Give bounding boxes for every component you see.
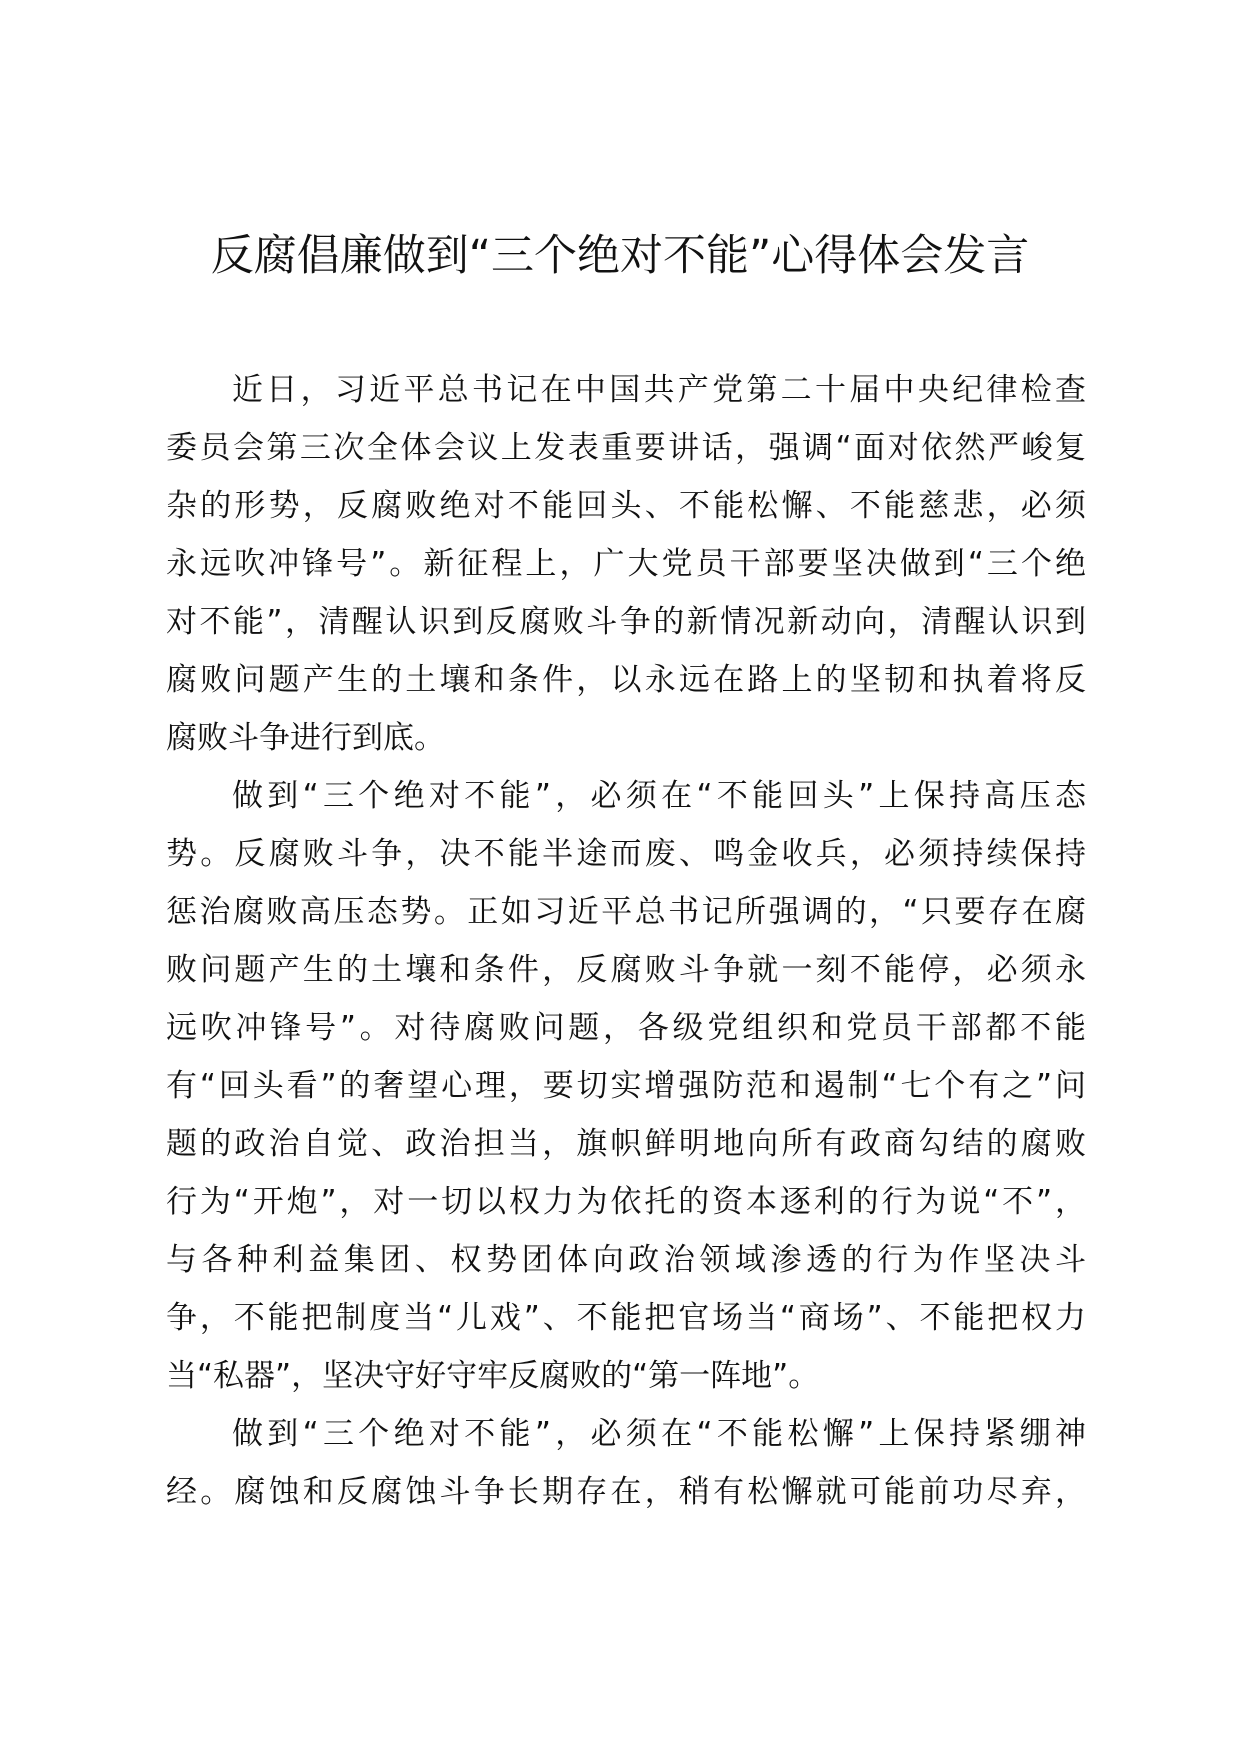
document-body [166, 361, 1086, 1521]
text-line: 有“回头看”的奢望心理，要切实增强防范和遏制“七个有之”问 [166, 1068, 1086, 1104]
text-line: 败问题产生的土壤和条件，反腐败斗争就一刻不能停，必须永 [166, 952, 1086, 988]
text-line: 永远吹冲锋号”。新征程上，广大党员干部要坚决做到“三个绝 [166, 546, 1086, 582]
text-line: 惩治腐败高压态势。正如习近平总书记所强调的，“只要存在腐 [166, 894, 1086, 930]
text-line: 做到“三个绝对不能”，必须在“不能松懈”上保持紧绷神 [232, 1416, 1086, 1452]
paragraph-1 [166, 361, 1086, 767]
document-title: 反腐倡廉做到“三个绝对不能”心得体会发言 [210, 231, 1030, 281]
text-line: 势。反腐败斗争，决不能半途而废、鸣金收兵，必须持续保持 [166, 836, 1086, 872]
text-line: 做到“三个绝对不能”，必须在“不能回头”上保持高压态 [232, 778, 1086, 814]
text-line: 腐败问题产生的土壤和条件，以永远在路上的坚韧和执着将反 [166, 662, 1086, 698]
text-line: 远吹冲锋号”。对待腐败问题，各级党组织和党员干部都不能 [166, 1010, 1086, 1046]
text-line: 争，不能把制度当“儿戏”、不能把官场当“商场”、不能把权力 [166, 1300, 1086, 1336]
paragraph-3 [166, 1405, 1086, 1521]
text-line: 对不能”，清醒认识到反腐败斗争的新情况新动向，清醒认识到 [166, 604, 1086, 640]
paragraph-2 [166, 767, 1086, 1405]
text-line: 与各种利益集团、权势团体向政治领域渗透的行为作坚决斗 [166, 1242, 1086, 1278]
text-line: 行为“开炮”，对一切以权力为依托的资本逐利的行为说“不”， [166, 1184, 1086, 1220]
text-line: 腐败斗争进行到底。 [166, 720, 445, 756]
text-line: 题的政治自觉、政治担当，旗帜鲜明地向所有政商勾结的腐败 [166, 1126, 1086, 1162]
text-line: 近日，习近平总书记在中国共产党第二十届中央纪律检查 [232, 372, 1086, 408]
text-line: 当“私器”，坚决守好守牢反腐败的“第一阵地”。 [166, 1358, 820, 1394]
text-line: 经。腐蚀和反腐蚀斗争长期存在，稍有松懈就可能前功尽弃， [166, 1474, 1086, 1510]
text-line: 杂的形势，反腐败绝对不能回头、不能松懈、不能慈悲，必须 [166, 488, 1086, 524]
text-line: 委员会第三次全体会议上发表重要讲话，强调“面对依然严峻复 [166, 430, 1086, 466]
